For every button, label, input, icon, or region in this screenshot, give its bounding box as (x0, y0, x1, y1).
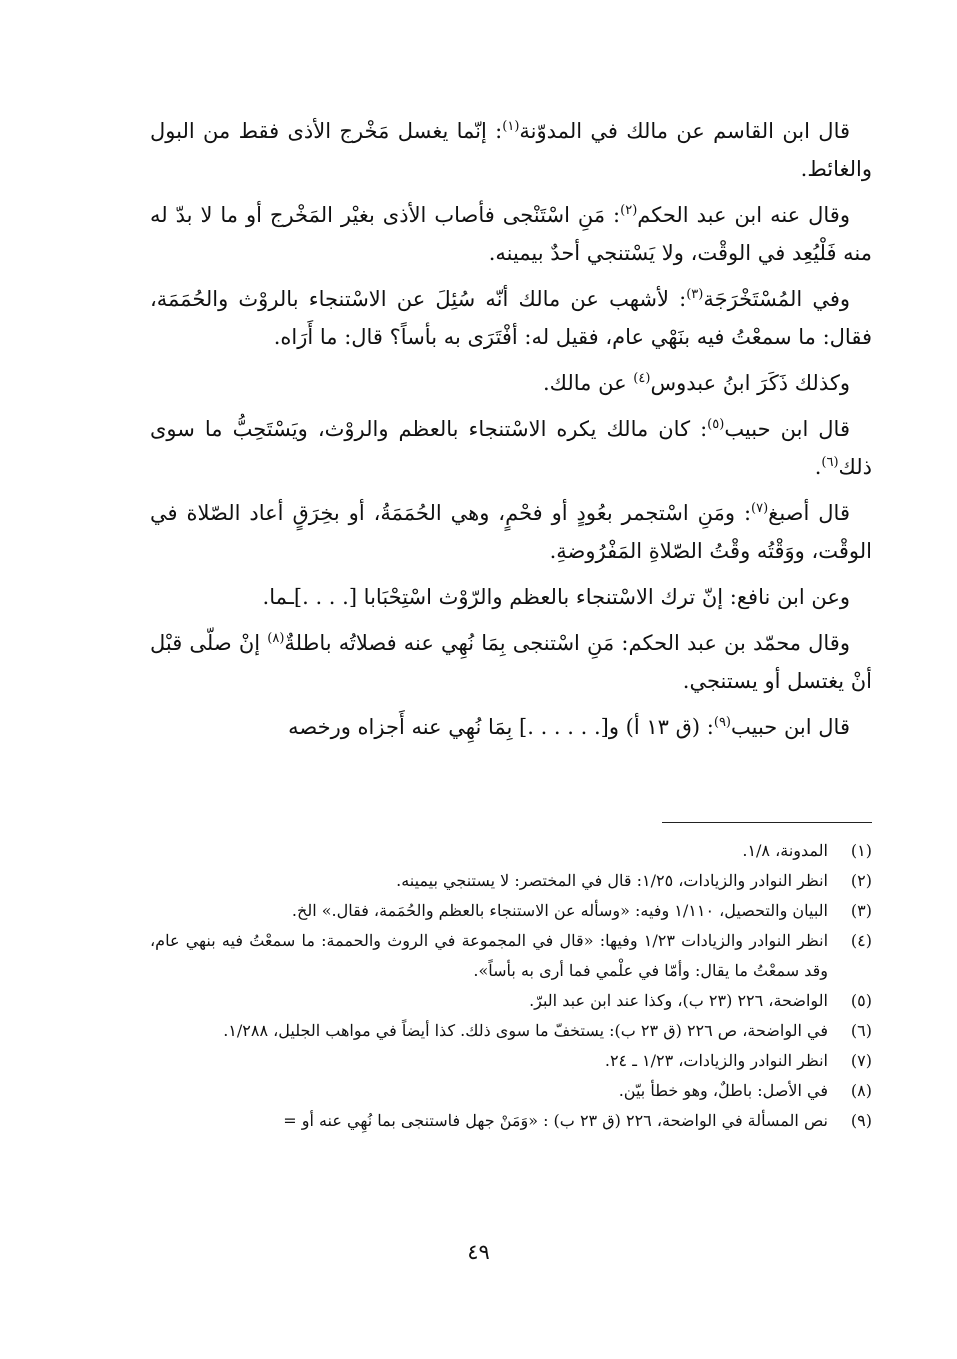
paragraph-text: قال أصبغ (768, 501, 850, 525)
paragraph-3 (150, 280, 872, 356)
footnote-text: الواضحة، ٢٢٦ (٢٣ ب)، وكذا عند ابن عبد البرّ. (529, 991, 828, 1010)
footnote-divider (662, 822, 872, 823)
footnote-text: انظر النوادر والزيادات، ١/٢٣ ـ ٢٤. (604, 1051, 828, 1070)
footnote-ref: (٦) (821, 455, 839, 470)
footnote-item (150, 1016, 872, 1046)
paragraph-9 (150, 708, 872, 746)
footnote-number: (٨) (850, 1081, 872, 1100)
paragraph-text: وفي المُسْتَخْرَجَة (703, 287, 851, 311)
paragraph-2 (150, 196, 872, 272)
footnote-number: (٤) (850, 931, 872, 950)
footnote-text: البيان والتحصيل، ١/١١٠ وفيه: «وسأله عن الاستنجاء بالعظم والحُمَمة، فقال.» الخ. (291, 901, 828, 920)
footnote-text: في الأصل: باطلٌ، وهو خطأ بيّن. (618, 1081, 828, 1100)
footnote-item (150, 896, 872, 926)
paragraph-text: قال ابن حبيب (724, 417, 850, 441)
paragraph-4 (150, 364, 872, 402)
paragraph-text: قال ابن حبيب (731, 715, 850, 739)
footnote-ref: (٢) (620, 203, 638, 218)
footnote-text: انظر النوادر والزيادات، ١/٢٥: قال في المختصر: لا يستنجي بيمينه. (396, 871, 828, 890)
footnote-item (150, 1046, 872, 1076)
paragraph-text: وقال محمّد بن عبد الحكم: مَنِ اسْتنجى بِمَا نُهِي عنه فصلاتُه باطلةٌ (284, 631, 850, 655)
footnote-text: المدونة، ١/٨. (742, 841, 828, 860)
paragraph-text: : لأشهب عن مالك أنّه سُئِلَ عن الاسْتنجاء بالروْث والحُمَمَة، فقال: ما سمعْتُ فيه بنَهْي عام، فقيل له: أفْتَرَى به بأساً؟ قال: ما أَرَاه. (150, 287, 872, 349)
footnote-item (150, 986, 872, 1016)
footnote-ref: (٤) (633, 371, 651, 386)
footnote-number: (١) (850, 841, 872, 860)
footnote-text: في الواضحة، ص ٢٢٦ (ق ٢٣ ب): يستخفّ ما سوى ذلك. كذا أيضاً في مواهب الجليل، ١/٢٨٨. (223, 1021, 828, 1040)
paragraph-5 (150, 410, 872, 486)
paragraph-text: : إنّما يغسل مَخْرج الأذى فقط من البول والغائط. (150, 119, 872, 181)
paragraph-text: عن مالك. (543, 371, 634, 395)
paragraph-text: قال ابن القاسم عن مالك في المدوّنة (519, 119, 851, 143)
footnote-number: (٢) (850, 871, 872, 890)
footnote-ref: (١) (502, 119, 520, 134)
paragraph-8 (150, 624, 872, 700)
paragraph-text: : ومَنِ اسْتجمر بعُودٍ أو فحْمٍ، وهي الحُمَمَةُ، أو بخِرَقٍ أعاد الصّلاة في الوقْت، ووَقْتُه وقْتُ الصّلاةِ المَفْرُوضةِ. (150, 501, 872, 563)
footnote-ref: (٧) (751, 501, 769, 516)
footnote-number: (٧) (850, 1051, 872, 1070)
paragraph-7 (150, 578, 872, 616)
footnote-item (150, 1106, 872, 1136)
paragraph-text: : (ق ١٣ أ) و[. . . . . .] بِمَا نُهِي عنه أَجزاه ورخصه (288, 715, 714, 739)
footnotes (150, 836, 872, 1136)
paragraph-text: : كان مالك يكره الاسْتنجاء بالعظم والروْث، ويَسْتَحِبُّ ما سوى ذلك (150, 417, 872, 479)
footnote-ref: (٨) (267, 631, 285, 646)
footnote-number: (٣) (850, 901, 872, 920)
footnote-item (150, 836, 872, 866)
footnote-number: (٦) (850, 1021, 872, 1040)
paragraph-text: وعن ابن نافع: إنّ ترك الاسْتنجاء بالعظم والرّوْث اسْتِحْبَابا [. . . .]ـما. (262, 585, 850, 609)
footnote-text: انظر النوادر والزيادات ١/٢٣ وفيها: «قال في المجموعة في الروث والحممة: ما سمعْتُ فيه بنهي عام، وقد سمعْتُ ما يقال: وأمّا في علْمي فما أرى به بأساً». (150, 931, 829, 980)
paragraph-6 (150, 494, 872, 570)
paragraph-text: وكذلك ذَكَرَ ابنُ عبدوس (650, 371, 850, 395)
paragraph-text: وقال عنه ابن عبد الحكم (637, 203, 850, 227)
paragraph-text: . (814, 455, 822, 479)
footnote-text: نص المسألة في الواضحة، ٢٢٦ (ق ٢٣ ب) : «وَمَنْ جهل فاستنجى بما نُهِي عنه أو = (283, 1111, 828, 1130)
paragraph-text: إنْ صلّى قبْل أنْ يغتسل أو يستنجي. (150, 631, 872, 693)
footnote-ref: (٩) (713, 715, 731, 730)
footnote-number: (٥) (850, 991, 872, 1010)
paragraph-1 (150, 112, 872, 188)
paragraph-text: : مَنِ اسْتَنْجى فأصاب الأذى بغيْر المَخْرج أو ما لا بدّ له منه فَلْيُعِد في الوقْت، ولا يَسْتنجي أحدٌ بيمينه. (150, 203, 872, 265)
footnote-item (150, 866, 872, 896)
footnote-number: (٩) (850, 1111, 872, 1130)
main-text (150, 112, 872, 754)
footnote-ref: (٥) (707, 417, 725, 432)
footnote-item (150, 1076, 872, 1106)
footnote-ref: (٣) (686, 287, 704, 302)
footnote-item (150, 926, 872, 986)
page-number: ٤٩ (467, 1240, 490, 1264)
